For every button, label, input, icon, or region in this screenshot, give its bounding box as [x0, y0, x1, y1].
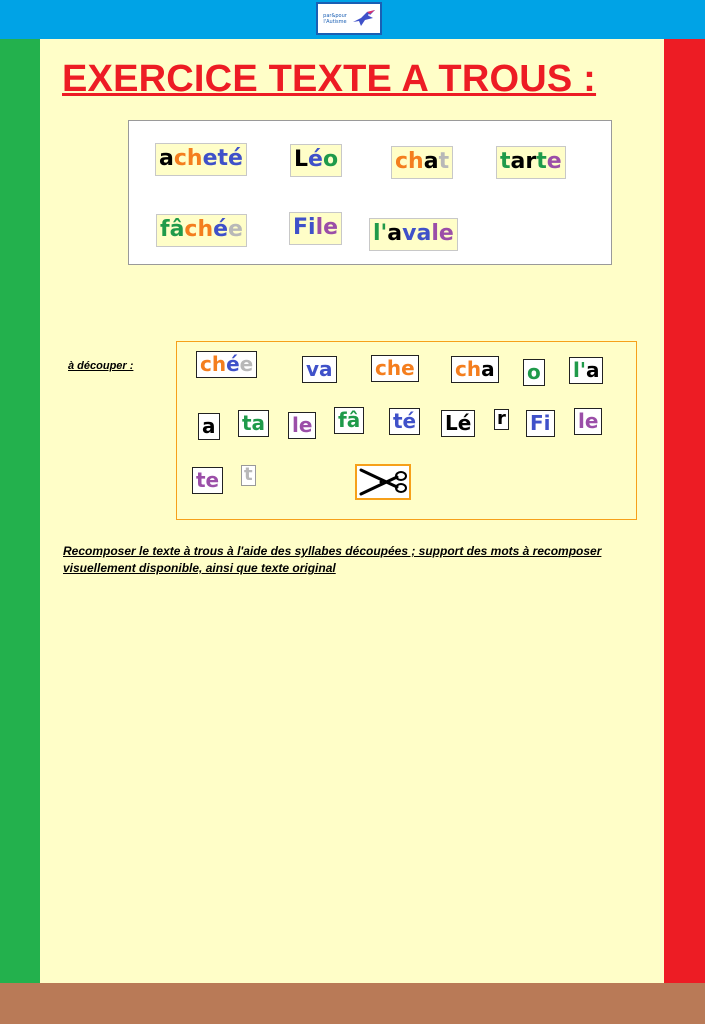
- letter-group: Fi: [530, 411, 551, 435]
- word-tile: [496, 146, 566, 179]
- letter-group: ch: [200, 352, 227, 376]
- syllable-tile[interactable]: [441, 410, 475, 437]
- syllable-tile[interactable]: [288, 412, 316, 439]
- syllable-tile[interactable]: [192, 467, 223, 494]
- syllable-tile[interactable]: [494, 409, 509, 430]
- letter-group: ch: [173, 146, 203, 171]
- page-title: EXERCICE TEXTE A TROUS :: [62, 58, 597, 100]
- letter-group: a: [159, 146, 174, 171]
- word-tile: [155, 143, 247, 176]
- letter-group: o: [322, 147, 339, 172]
- letter-group: te: [196, 468, 220, 492]
- letter-group: l': [373, 221, 388, 246]
- right-stripe: [664, 39, 705, 983]
- letter-group: a: [202, 414, 216, 438]
- letter-group: le: [578, 409, 599, 433]
- syllable-tile[interactable]: [569, 357, 603, 384]
- left-stripe: [0, 39, 40, 983]
- syllable-tile[interactable]: [371, 355, 419, 382]
- letter-group: t: [500, 149, 511, 174]
- letter-group: a: [481, 357, 495, 381]
- word-tile: [369, 218, 458, 251]
- letter-group: L: [294, 147, 309, 172]
- syllable-tile[interactable]: [334, 407, 364, 434]
- letter-group: ch: [455, 357, 482, 381]
- syllable-tile[interactable]: [302, 356, 337, 383]
- syllable-tile[interactable]: [389, 408, 420, 435]
- syllable-tile[interactable]: [451, 356, 499, 383]
- letter-group: le: [431, 221, 454, 246]
- letter-group: Lé: [445, 411, 472, 435]
- word-tile: [290, 144, 342, 177]
- letter-group: l': [573, 358, 586, 382]
- letter-group: ta: [242, 411, 266, 435]
- logo-line1: par&pour: [323, 12, 347, 19]
- scissors-box: [355, 464, 411, 500]
- word-tile: [289, 212, 342, 245]
- letter-group: a: [585, 358, 600, 382]
- word-tile: [156, 214, 247, 247]
- logo-text: [321, 13, 349, 25]
- letter-group: té: [393, 409, 417, 433]
- letter-group: r: [497, 408, 506, 429]
- syllable-tile[interactable]: [241, 465, 256, 486]
- syllable-tile[interactable]: [574, 408, 602, 435]
- bottom-bar: [0, 983, 705, 1024]
- syllable-tile[interactable]: [196, 351, 257, 378]
- letter-group: r: [525, 149, 537, 174]
- letter-group: t: [244, 464, 253, 485]
- letter-group: ch: [395, 149, 424, 174]
- letter-group: t: [438, 149, 450, 174]
- letter-group: e: [228, 217, 243, 242]
- instructions-text: Recomposer le texte à trous à l'aide des syllabes découpées ; support des mots à recomposer visuellement disponible, ainsi que texte original: [63, 544, 602, 575]
- letter-group: a: [423, 149, 439, 174]
- syllable-tile[interactable]: [526, 410, 555, 437]
- letter-group: le: [292, 413, 313, 437]
- letter-group: o: [527, 360, 541, 384]
- syllable-tile[interactable]: [238, 410, 269, 437]
- hummingbird-icon: [351, 8, 377, 30]
- letter-group: é: [308, 147, 323, 172]
- syllable-tile[interactable]: [198, 413, 220, 440]
- scissors-icon: [357, 466, 409, 498]
- letter-group: fâ: [160, 217, 185, 242]
- letter-group: Fi: [293, 215, 316, 240]
- letter-group: le: [315, 215, 339, 240]
- letter-group: va: [306, 357, 333, 381]
- letter-group: a: [510, 149, 526, 174]
- syllable-tile[interactable]: [523, 359, 545, 386]
- letter-group: t: [536, 149, 547, 174]
- logo: [316, 2, 382, 35]
- letter-group: che: [375, 356, 415, 380]
- top-bar: [0, 0, 705, 39]
- word-tile: [391, 146, 453, 179]
- letter-group: é: [213, 217, 229, 242]
- letter-group: fâ: [338, 408, 361, 432]
- letter-group: a: [387, 221, 403, 246]
- letter-group: eté: [202, 146, 243, 171]
- letter-group: e: [546, 149, 562, 174]
- word-bank: [128, 120, 612, 265]
- letter-group: va: [402, 221, 432, 246]
- letter-group: ch: [184, 217, 214, 242]
- letter-group: é: [226, 352, 240, 376]
- cut-label: à découper :: [68, 360, 134, 372]
- letter-group: e: [239, 352, 254, 376]
- logo-line2: l'Autisme: [323, 18, 347, 25]
